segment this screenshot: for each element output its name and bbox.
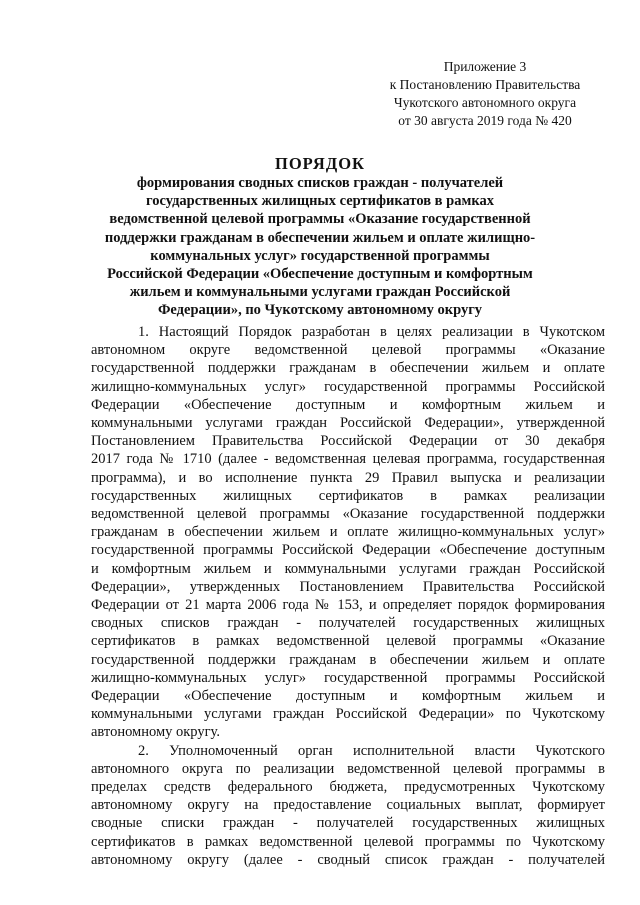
text-line: Федерации «Обеспечение доступным и комфортным жильем и [91,688,605,705]
text-line: пределах средств федерального бюджета, предусмотренных Чукотскому [91,779,605,796]
subtitle-line: Федерации», по Чукотскому автономному округу [157,302,483,319]
text-line: программа), и во исполнение пункта 29 Правил выпуска и реализации [91,469,605,486]
text-line: Федерации от 21 марта 2006 года № 153, и определяет порядок формирования [91,597,605,614]
text-line: коммунальными услугами граждан Российской Федерации», утвержденной [91,415,605,432]
text-line: государственной программы Российской Федерации «Обеспечение доступным [91,542,605,559]
appendix-header [360,58,610,130]
text-line: Постановлением Правительства Российской Федерации от 30 декабря [91,433,605,450]
appendix-line: к Постановлению Правительства [389,77,581,92]
document-title: ПОРЯДОК [275,154,365,173]
text-line: жилищно-коммунальных услуг» государственной программы Российской [91,669,605,686]
text-line: автономному округу на предоставление социальных выплат, формирует [91,797,605,814]
subtitle-line: государственных жилищных сертификатов в рамках [146,193,494,210]
document-subtitle [100,174,540,320]
body-text [91,323,605,869]
text-line: Федерации «Обеспечение доступным и комфортным жильем и [91,396,605,413]
subtitle-line: поддержки гражданам в обеспечении жильем и оплате жилищно- [104,229,536,246]
text-line: автономному округу (далее - сводный список граждан - получателей [91,851,605,868]
subtitle-line: жильем и коммунальными услугами граждан Российской [129,284,511,301]
text-line: 2. Уполномоченный орган исполнительной власти Чукотского [138,742,605,759]
paragraph-2 [91,742,605,869]
text-line: сертификатов в рамках ведомственной целевой программы по Чукотскому [91,833,605,850]
subtitle-line: коммунальных услуг» государственной программы [150,247,490,264]
text-line: автономного округа по реализации ведомственной целевой программы в [91,760,605,777]
subtitle-line: Российской Федерации «Обеспечение доступным и комфортным [107,266,533,283]
subtitle-line: ведомственной целевой программы «Оказание государственной [109,211,531,228]
text-line: сертификатов в рамках ведомственной целевой программы «Оказание [91,633,605,650]
appendix-line: Чукотского автономного округа [393,95,577,110]
text-line: ведомственной целевой программы «Оказание государственной поддержки [91,506,605,523]
text-line: жилищно-коммунальных услуг» государственной программы Российской [91,378,605,395]
text-line: и комфортным жильем и коммунальными услугами граждан Российской [91,560,605,577]
text-line: автономному округу. [91,724,220,741]
text-line: сводных списков граждан - получателей государственных жилищных [91,615,605,632]
text-line: сводные списки граждан - получателей государственных жилищных [91,815,605,832]
paragraph-1 [91,323,605,742]
appendix-line: от 30 августа 2019 года № 420 [398,113,572,128]
appendix-line: Приложение 3 [443,59,527,74]
text-line: коммунальными услугами граждан Российской Федерации» по Чукотскому [91,706,605,723]
text-line: 2017 года № 1710 (далее - ведомственная целевая программа, государственная [91,451,605,468]
text-line: государственной поддержки гражданам в обеспечении жильем и оплате [91,360,605,377]
text-line: автономном округе ведомственной целевой программы «Оказание [91,342,605,359]
text-line: гражданам в обеспечении жильем и оплате жилищно-коммунальных услуг» [91,524,605,541]
text-line: государственной поддержки гражданам в обеспечении жильем и оплате [91,651,605,668]
text-line: государственных жилищных сертификатов в рамках реализации [91,487,605,504]
subtitle-line: формирования сводных списков граждан - получателей [136,175,504,191]
text-line: Федерации», утвержденных Постановлением Правительства Российской [91,578,605,595]
text-line: 1. Настоящий Порядок разработан в целях реализации в Чукотском [138,324,605,340]
